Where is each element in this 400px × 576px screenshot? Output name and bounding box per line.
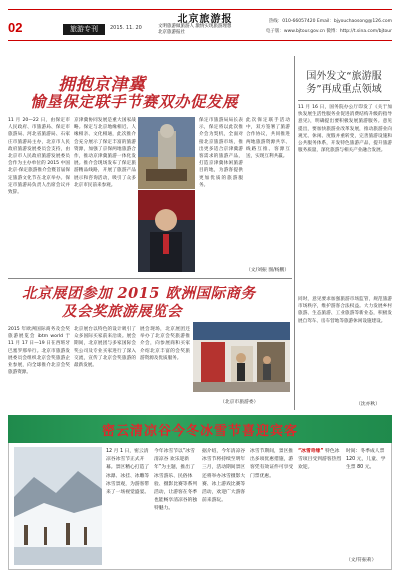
article1-headline-2: 愉垦保定联手节赛双办促发展 — [30, 92, 239, 111]
article2-col1: 2015 年欧洲国际商务及会奖旅游展览会 ibtm world 于 11 月 17 日—19 日在西班牙巴塞罗那举行。北京市旅游发展委员会组织北京会奖旅游企业参展，向全球推介北京会奖旅游资源。 — [8, 327, 70, 376]
article2-headline-2: 及会奖旅游展览会 — [62, 303, 182, 320]
column-divider — [294, 56, 295, 410]
article2-headline-1: 北京展团参加 2015 欧洲国际商务 — [22, 285, 256, 302]
article2-col2: 北京展台以特色的设计吸引了众多国际买家前来洽谈。展会期间，北京展团与多家国际会奖公司及专业买家进行了深入交流，宣传了北京会奖旅游的最新发展。 — [74, 327, 136, 369]
footer-col2: 今年冰雪节以“冰雪清凉谷 欢乐迎新年”为主题，推出了冰雪游乐、民俗体验、摄影比赛等系列活动，让游客在冬季也能畅享清凉谷的独特魅力。 — [154, 449, 198, 512]
issue-date: 2015. 11. 20 — [110, 25, 142, 31]
article2-credit: （北京市旅游委） — [220, 400, 259, 405]
footer-col5-text: 特色冰雪项目受到游客热烈欢迎。 — [298, 449, 342, 471]
contact-line-2: 电子版：www.bjtour.gov.cn 微博：http://t.sina.com/bjtour — [265, 29, 392, 34]
article3-title — [296, 70, 392, 96]
footer-col3: 据介绍，今年清凉谷冰雪节将持续至明年三月，活动期间景区还将举办冰雪摄影大赛、冰上游戏比赛等活动，欢迎广大游客前来游玩。 — [202, 449, 246, 504]
footer-photo-snow-valley — [14, 447, 102, 565]
article3-title-rule — [298, 100, 390, 101]
article2-photo-booth — [193, 322, 290, 392]
footer-col5 — [298, 448, 342, 566]
article1-col4: 此次保定联手活动中，双方签署了旅游合作协议，共同推进两地旅游资源共享、线路互推、客源互送，实现互利共赢。 — [246, 118, 290, 160]
article1-col2: 京津冀协同发展是重大国家战略。保定与北京地缘相近、人缘相亲、文化相通，此次推介会充分展示了保定丰富的旅游资源，加强了京保两地旅游合作，推动京津冀旅游一体化发展。推介会现场发布了保定旅游精品线路，开展了旅游产品展示和咨询活动，吸引了众多北京市民前来参观。 — [74, 118, 136, 188]
article3-col1: 11 月 16 日，国务院办公厅印发了《关于加快发展生活性服务业促进消费结构升级的指导意见》，明确提出要积极发展旅游服务。意见提出，要加快旅游业改革发展，推动旅游业向观光、休闲、度假并重转变，完善旅游设施和公共服务体系，开发特色旅游产品，提升旅游服务质量，深化旅游与相关产业融合发展。 — [298, 105, 392, 154]
footer-col4: 冰雪节期间，景区推出多项优惠措施，游客凭有效证件可享受门票优惠。 — [250, 449, 294, 479]
divider-article1 — [8, 278, 292, 279]
article1-headline-1: 拥抱京津冀 — [58, 75, 146, 95]
newspaper-slogan: 文明旅游做旅游人 激情实现旅游理想 — [158, 24, 232, 29]
article1-photo-man — [138, 190, 195, 272]
page-header — [8, 6, 392, 48]
footer-title: 密云清凉谷今冬冰雪节喜迎宾客 — [101, 424, 298, 439]
contact-line-1: 热线：010-66057420 Email：bjyouchaosong@126.com — [268, 19, 392, 24]
article2-col3: 展会现场，北京展团还举办了北京会奖旅游推介会，向参展商和买家介绍北京丰富的会奖旅游资源及优质服务。 — [140, 327, 190, 361]
article3-credit: （沈亦秋） — [356, 402, 380, 407]
section-label: 旅游专刊 — [63, 24, 105, 35]
header-bottom-rule — [8, 40, 392, 41]
newspaper-name: 北京旅游报 — [177, 14, 233, 25]
article1-col1: 11 月 20—22 日，由保定市人民政府、市旅游局、保定市旅游局、河北省旅游局、石家庄市旅游局主办，北京市人民政府旅游发展委员会支持，由北京市人民政府旅游发展委员会作为主办单位的 2015 中国北京·保定旅游推介会暨首届保定旅游文化节在北京举办。保定市旅游局负责人出席会议并致辞。 — [8, 118, 70, 196]
footer-col5-highlight: “冰雪奇缘” — [298, 449, 324, 454]
article3-title-line1: 国外发文“旅游服 — [306, 71, 382, 82]
footer-credit: （文/符振莉） — [346, 558, 377, 563]
footer-col6: 时间：冬季成人票 120 元，儿童、学生票 80 元。 — [346, 449, 386, 471]
newspaper-publisher: 北京旅游报社 — [158, 30, 185, 35]
article1-photo-sculpture — [138, 117, 195, 189]
article1-credit: （文/刘振 图/杨鹏） — [246, 268, 290, 273]
article3-col2: 同时，意见要求加强旅游市场监管，规范旅游市场秩序，维护游客合法权益。大力发展乡村旅游、生态旅游、工业旅游等新业态，积极发展自驾车、房车营地等旅游休闲设施建设。 — [298, 297, 392, 324]
footer-col1: 12 月 1 日，密云清凉谷冰雪节正式开幕。景区精心打造了冰瀑、冰挂、冰雕等冰雪景观，为游客带来了一场视觉盛宴。 — [106, 449, 150, 496]
page-number: 02 — [8, 20, 23, 35]
article1-col3: 保定市旅游局局长表示，保定将以此次推介会为契机，全面对接北京旅游市场，推出更多适合京津冀游客需求的旅游产品，打造京津冀休闲旅游目的地，为游客提供更加优质的旅游服务。 — [199, 118, 243, 188]
article3-title-line2: 务”再成重点领域 — [306, 84, 382, 95]
